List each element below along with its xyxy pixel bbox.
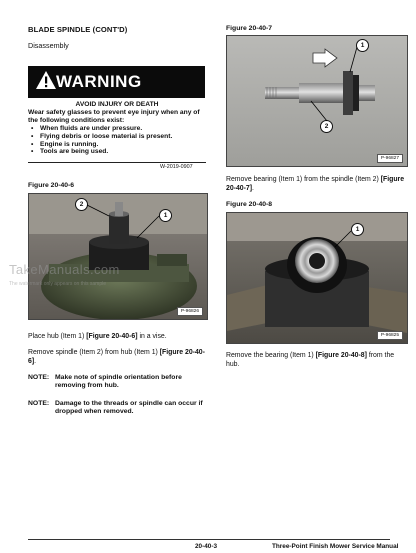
text-run: Remove bearing (Item 1) from the spindle (Item 2) (226, 176, 381, 183)
warning-item: • Engine is running. (28, 141, 206, 149)
figure-ref: [Figure 20-40-8] (315, 352, 367, 359)
figure-photo-6 (28, 193, 208, 320)
warning-text (28, 101, 206, 156)
paragraph-remove-bearing-hub (226, 352, 408, 369)
figure-caption-6: Figure 20-40-6 (28, 182, 75, 189)
figure-photo-7 (226, 35, 408, 167)
page-number: 20-40-3 (195, 543, 218, 550)
warning-list (28, 125, 206, 157)
photo-code: P-96827 (377, 154, 403, 163)
paragraph-remove-bearing-spindle (226, 176, 408, 193)
warning-heading: AVOID INJURY OR DEATH (75, 101, 159, 108)
watermark-note: The watermark only appears on this sample (9, 281, 106, 287)
photo-code: P-96825 (377, 331, 403, 340)
callout-2: 2 (75, 198, 88, 211)
paragraph-remove-spindle (28, 349, 208, 366)
warning-intro: Wear safety glasses to prevent eye injury when any of the following conditions exist: (28, 108, 200, 124)
warning-code: W-2019-0907 (160, 164, 193, 170)
warning-triangle-icon (35, 70, 57, 90)
footer-divider (28, 539, 390, 540)
text-run: from the hub. (226, 352, 395, 368)
note-label: NOTE: (28, 374, 50, 381)
note-text: Damage to the threads or spindle can occur if dropped when removed. (55, 400, 203, 416)
callout-leaders (29, 194, 207, 319)
photo-code: P-96826 (177, 307, 203, 316)
figure-ref: [Figure 20-40-6] (28, 349, 205, 365)
text-run: . (252, 184, 254, 192)
note-label: NOTE: (28, 400, 50, 407)
divider (28, 162, 206, 163)
paragraph-place-hub (28, 333, 206, 342)
text-run: Remove spindle (Item 2) from hub (Item 1) (28, 349, 160, 356)
text-run: Remove the bearing (Item 1) (226, 352, 316, 359)
warning-item: • Tools are being used. (28, 148, 206, 156)
callout-2: 2 (320, 120, 333, 133)
manual-title: Three-Point Finish Mower Service Manual (272, 543, 399, 550)
text-run: Place hub (Item 1) (28, 333, 87, 340)
warning-item: • When fluids are under pressure. (28, 125, 206, 133)
callout-1: 1 (159, 209, 172, 222)
figure-caption-8: Figure 20-40-8 (226, 201, 273, 208)
warning-title: WARNING (56, 72, 142, 91)
note-damage (28, 400, 212, 418)
figure-ref: [Figure 20-40-7] (226, 176, 405, 192)
note-text: Make note of spindle orientation before removing from hub. (55, 374, 182, 390)
callout-leaders (227, 36, 407, 166)
subsection-title: Disassembly (28, 41, 69, 50)
section-title: BLADE SPINDLE (CONT'D) (28, 25, 128, 34)
note-orientation (28, 374, 212, 392)
figure-ref: [Figure 20-40-6] (86, 333, 138, 340)
text-run: . (34, 357, 37, 365)
text-run: in a vise. (137, 333, 167, 340)
figure-caption-7: Figure 20-40-7 (226, 25, 273, 32)
callout-1: 1 (356, 39, 369, 52)
watermark: TakeManuals.com (9, 262, 120, 277)
warning-item: • Flying debris or loose material is present. (28, 133, 206, 141)
callout-1: 1 (351, 223, 364, 236)
callout-leaders (227, 213, 407, 343)
figure-photo-8 (226, 212, 408, 344)
